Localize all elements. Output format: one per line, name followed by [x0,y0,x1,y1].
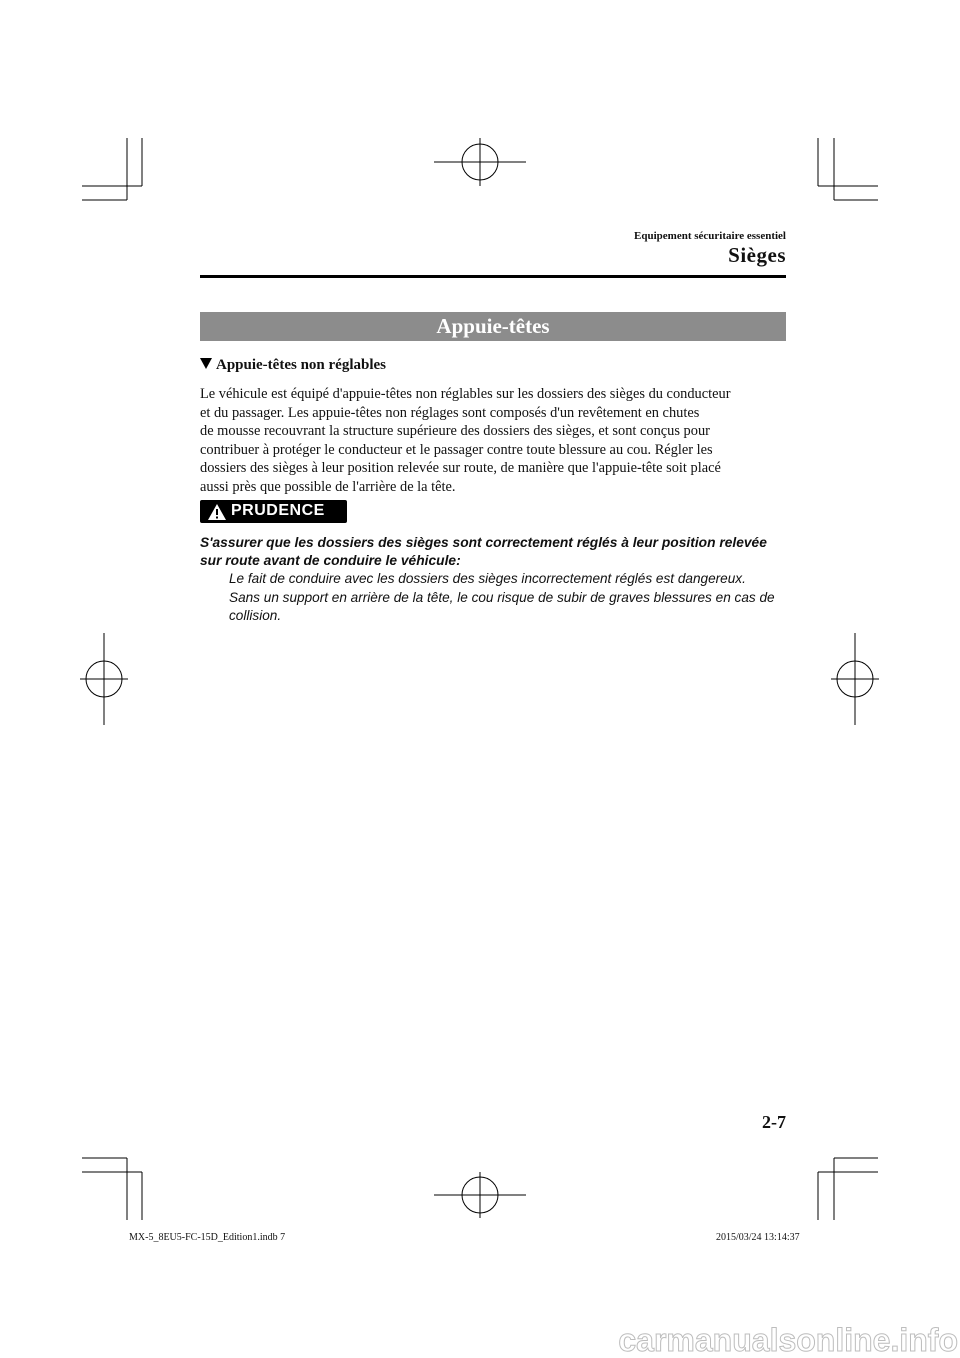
triangle-down-icon [200,358,212,369]
body-line: et du passager. Les appuie-têtes non réglages sont composés d'un revêtement en chutes [200,404,700,421]
caution-heading-line: sur route avant de conduire le véhicule: [200,553,461,568]
print-slug-file: MX-5_8EU5-FC-15D_Edition1.indb 7 [129,1232,286,1243]
subheading [200,357,386,374]
header-rule [200,275,786,278]
print-slug-timestamp: 2015/03/24 13:14:37 [716,1232,800,1243]
caution-heading [200,534,767,570]
page-number: 2-7 [762,1112,786,1132]
caution-label: PRUDENCE [231,502,325,519]
body-line: Le véhicule est équipé d'appuie-têtes non réglables sur les dossiers des sièges du conducteur [200,386,731,402]
watermark-logo [0,1318,960,1358]
body-line: dossiers des sièges à leur position relevée sur route, de manière que l'appuie-tête soit placé [200,460,721,477]
caution-body-line: Sans un support en arrière de la tête, le cou risque de subir de graves blessures en cas de [229,589,775,605]
topic-banner: Appuie-têtes [200,312,786,341]
caution-body-line: collision. [229,608,282,623]
body-line: contribuer à protéger le conducteur et le passager contre toute blessure au cou. Régler les [200,441,713,458]
body-line: aussi près que possible de l'arrière de la tête. [200,478,456,495]
caution-heading-line: S'assurer que les dossiers des sièges sont correctement réglés à leur position relevée [200,535,767,550]
section-title: Sièges [728,243,786,267]
svg-text:carmanualsonline.info: carmanualsonline.info [618,1322,958,1358]
subheading-text: Appuie-têtes non réglables [216,357,386,373]
warning-triangle-icon [207,503,227,521]
section-label: Equipement sécuritaire essentiel [634,230,786,242]
body-line: de mousse recouvrant la structure supérieure des dossiers des sièges, et sont conçus pour [200,423,710,440]
caution-body [229,570,775,626]
caution-badge [200,500,347,523]
body-paragraph [200,385,731,497]
caution-body-line: Le fait de conduire avec les dossiers des sièges incorrectement réglés est dangereux. [229,571,746,586]
